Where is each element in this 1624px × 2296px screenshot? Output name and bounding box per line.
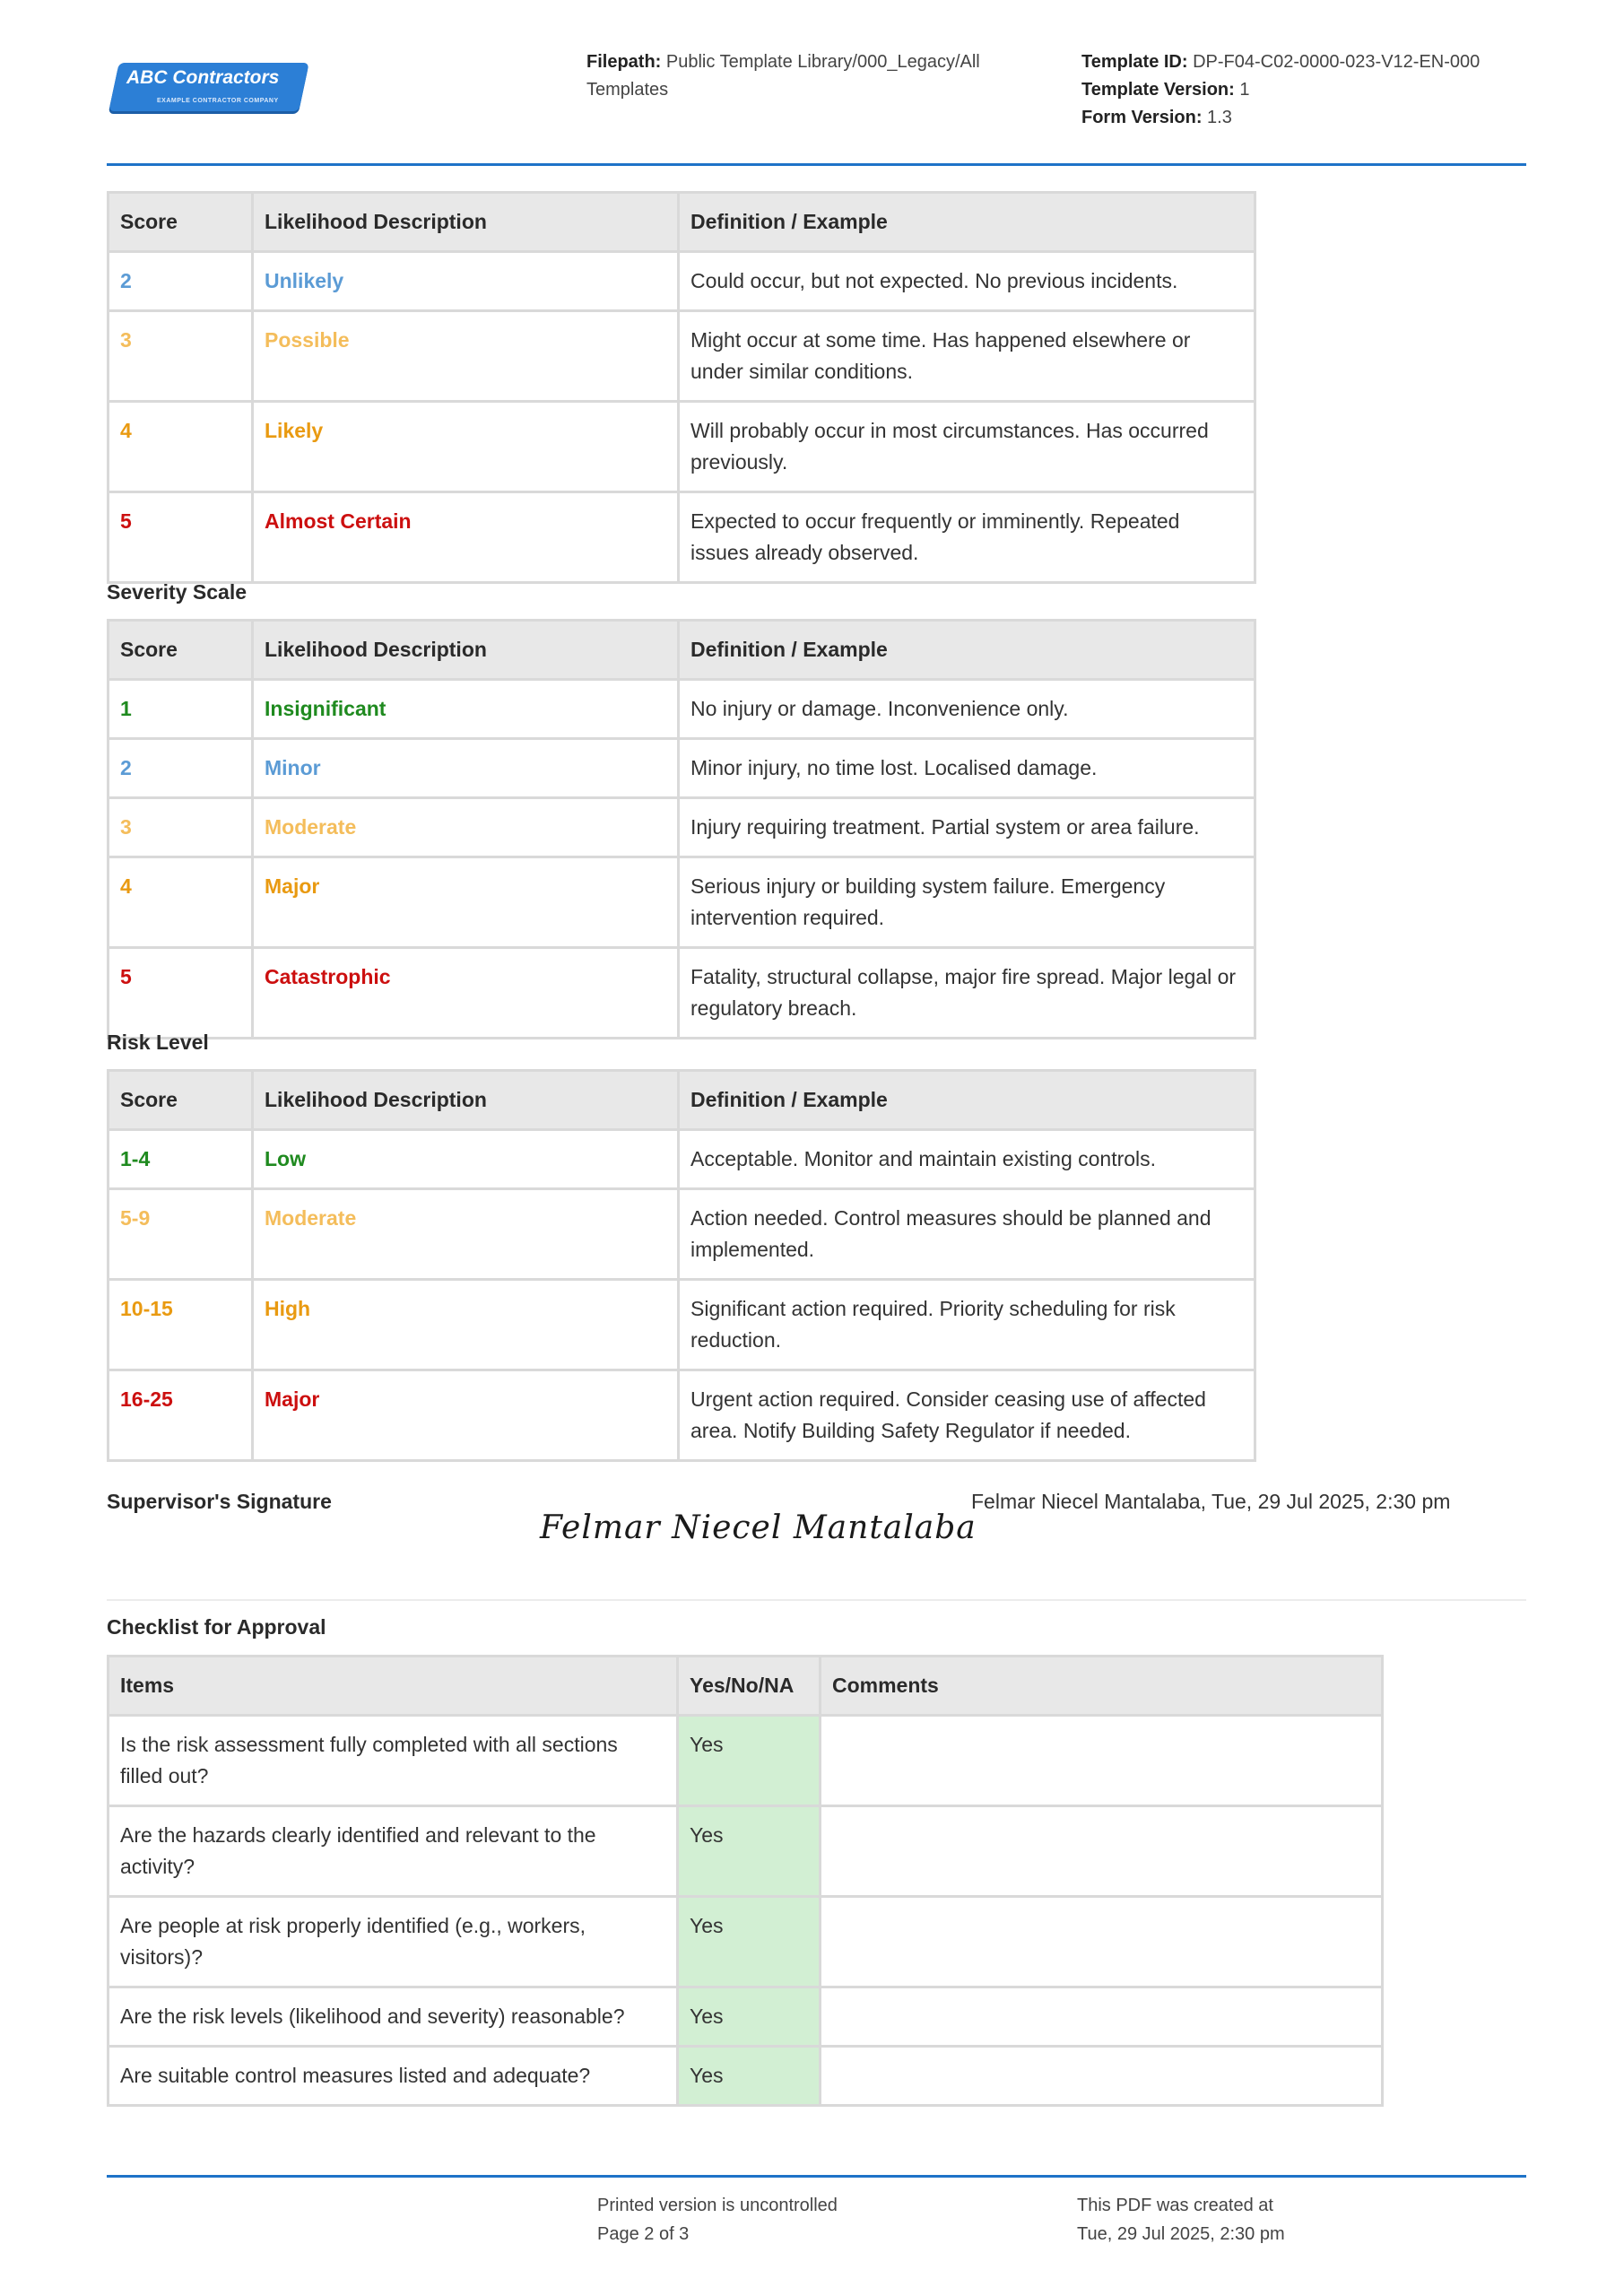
level-label-cell: Catastrophic xyxy=(253,948,679,1039)
score-cell: 5 xyxy=(109,948,253,1039)
level-label-cell: Almost Certain xyxy=(253,492,679,583)
template-version-line xyxy=(1081,76,1530,104)
template-version-value: 1 xyxy=(1239,80,1250,100)
level-label-cell: Unlikely xyxy=(253,252,679,311)
definition-cell: No injury or damage. Inconvenience only. xyxy=(679,680,1255,739)
table-header-row xyxy=(109,193,1255,252)
definition-cell: Might occur at some time. Has happened elsewhere or under similar conditions. xyxy=(679,311,1255,402)
answer-cell: Yes xyxy=(678,1716,821,1806)
definition-cell: Serious injury or building system failure. Emergency intervention required. xyxy=(679,857,1255,948)
created-timestamp: Tue, 29 Jul 2025, 2:30 pm xyxy=(1077,2224,1285,2244)
score-cell: 10-15 xyxy=(109,1280,253,1370)
level-label-cell: Insignificant xyxy=(253,680,679,739)
severity-scale-title: Severity Scale xyxy=(107,580,248,604)
table-row xyxy=(109,1987,1383,2047)
comment-cell xyxy=(821,1987,1383,2047)
logo-tagline: EXAMPLE CONTRACTOR COMPANY xyxy=(157,98,279,104)
column-header-score: Score xyxy=(109,1071,253,1130)
score-cell: 4 xyxy=(109,402,253,492)
level-label-cell: Possible xyxy=(253,311,679,402)
column-header-score: Score xyxy=(109,193,253,252)
definition-cell: Expected to occur frequently or imminently. Repeated issues already observed. xyxy=(679,492,1255,583)
created-label: This PDF was created at xyxy=(1077,2196,1273,2215)
severity-table xyxy=(107,619,1256,1039)
definition-cell: Minor injury, no time lost. Localised damage. xyxy=(679,739,1255,798)
score-cell: 16-25 xyxy=(109,1370,253,1461)
answer-cell: Yes xyxy=(678,2047,821,2106)
table-row xyxy=(109,311,1255,402)
page-header xyxy=(107,0,1526,166)
likelihood-table xyxy=(107,191,1256,584)
table-row xyxy=(109,1280,1255,1370)
table-header-row xyxy=(109,1657,1383,1716)
checklist-item-cell: Are suitable control measures listed and adequate? xyxy=(109,2047,678,2106)
table-row xyxy=(109,948,1255,1039)
filepath-value: Public Template Library/000_Legacy/All Templates xyxy=(586,52,980,100)
logo-name: ABC Contractors xyxy=(126,67,280,88)
comment-cell xyxy=(821,1806,1383,1897)
form-version-value: 1.3 xyxy=(1207,108,1232,127)
definition-cell: Significant action required. Priority scheduling for risk reduction. xyxy=(679,1280,1255,1370)
table-row xyxy=(109,2047,1383,2106)
comment-cell xyxy=(821,1716,1383,1806)
level-label-cell: Likely xyxy=(253,402,679,492)
definition-cell: Will probably occur in most circumstances. Has occurred previously. xyxy=(679,402,1255,492)
score-cell: 2 xyxy=(109,252,253,311)
table-header-row xyxy=(109,621,1255,680)
signature-image: Felmar Niecel Mantalaba xyxy=(540,1509,977,1546)
template-id-label: Template ID: xyxy=(1081,52,1188,72)
level-label-cell: Minor xyxy=(253,739,679,798)
score-cell: 1 xyxy=(109,680,253,739)
definition-cell: Injury requiring treatment. Partial system or area failure. xyxy=(679,798,1255,857)
comment-cell xyxy=(821,2047,1383,2106)
section-divider xyxy=(107,1599,1526,1601)
column-header-description: Likelihood Description xyxy=(253,621,679,680)
form-version-line xyxy=(1081,104,1530,132)
template-id-value: DP-F04-C02-0000-023-V12-EN-000 xyxy=(1193,52,1481,72)
checklist-title: Checklist for Approval xyxy=(107,1615,326,1639)
table-row xyxy=(109,1716,1383,1806)
checklist-item-cell: Are the hazards clearly identified and relevant to the activity? xyxy=(109,1806,678,1897)
level-label-cell: Moderate xyxy=(253,1189,679,1280)
checklist-item-cell: Are people at risk properly identified (e.g., workers, visitors)? xyxy=(109,1897,678,1987)
table-row xyxy=(109,680,1255,739)
footer-divider xyxy=(107,2175,1526,2178)
page-number: Page 2 of 3 xyxy=(597,2224,690,2244)
footer-created xyxy=(1077,2191,1285,2248)
score-cell: 3 xyxy=(109,798,253,857)
column-header-description: Likelihood Description xyxy=(253,193,679,252)
definition-cell: Urgent action required. Consider ceasing use of affected area. Notify Building Safety Regulator if needed. xyxy=(679,1370,1255,1461)
score-cell: 5-9 xyxy=(109,1189,253,1280)
definition-cell: Action needed. Control measures should be planned and implemented. xyxy=(679,1189,1255,1280)
filepath-label: Filepath: xyxy=(586,52,662,72)
company-logo xyxy=(107,59,313,117)
score-cell: 3 xyxy=(109,311,253,402)
column-header-items: Items xyxy=(109,1657,678,1716)
level-label-cell: Major xyxy=(253,857,679,948)
table-row xyxy=(109,402,1255,492)
answer-cell: Yes xyxy=(678,1897,821,1987)
checklist-table xyxy=(107,1655,1384,2107)
checklist-item-cell: Are the risk levels (likelihood and severity) reasonable? xyxy=(109,1987,678,2047)
level-label-cell: Low xyxy=(253,1130,679,1189)
column-header-score: Score xyxy=(109,621,253,680)
risk-level-title: Risk Level xyxy=(107,1031,209,1054)
uncontrolled-notice: Printed version is uncontrolled xyxy=(597,2196,838,2215)
table-row xyxy=(109,1806,1383,1897)
template-meta-block xyxy=(1081,48,1530,132)
footer-print-notice xyxy=(597,2191,838,2248)
definition-cell: Fatality, structural collapse, major fire spread. Major legal or regulatory breach. xyxy=(679,948,1255,1039)
risk-level-table xyxy=(107,1069,1256,1462)
comment-cell xyxy=(821,1897,1383,1987)
table-row xyxy=(109,1130,1255,1189)
score-cell: 2 xyxy=(109,739,253,798)
score-cell: 4 xyxy=(109,857,253,948)
answer-cell: Yes xyxy=(678,1987,821,2047)
column-header-definition: Definition / Example xyxy=(679,193,1255,252)
column-header-definition: Definition / Example xyxy=(679,1071,1255,1130)
template-version-label: Template Version: xyxy=(1081,80,1235,100)
level-label-cell: Moderate xyxy=(253,798,679,857)
signature-label: Supervisor's Signature xyxy=(107,1490,332,1513)
level-label-cell: Major xyxy=(253,1370,679,1461)
level-label-cell: High xyxy=(253,1280,679,1370)
signature-meta: Felmar Niecel Mantalaba, Tue, 29 Jul 2025, 2:30 pm xyxy=(971,1490,1451,1513)
template-id-line xyxy=(1081,48,1530,76)
table-row xyxy=(109,798,1255,857)
column-header-answer: Yes/No/NA xyxy=(678,1657,821,1716)
table-row xyxy=(109,492,1255,583)
column-header-description: Likelihood Description xyxy=(253,1071,679,1130)
table-row xyxy=(109,1897,1383,1987)
score-cell: 5 xyxy=(109,492,253,583)
checklist-item-cell: Is the risk assessment fully completed with all sections filled out? xyxy=(109,1716,678,1806)
column-header-comments: Comments xyxy=(821,1657,1383,1716)
definition-cell: Acceptable. Monitor and maintain existing controls. xyxy=(679,1130,1255,1189)
answer-cell: Yes xyxy=(678,1806,821,1897)
table-row xyxy=(109,857,1255,948)
table-row xyxy=(109,739,1255,798)
table-header-row xyxy=(109,1071,1255,1130)
table-row xyxy=(109,252,1255,311)
filepath-block xyxy=(586,48,1053,104)
table-row xyxy=(109,1189,1255,1280)
table-row xyxy=(109,1370,1255,1461)
score-cell: 1-4 xyxy=(109,1130,253,1189)
column-header-definition: Definition / Example xyxy=(679,621,1255,680)
definition-cell: Could occur, but not expected. No previous incidents. xyxy=(679,252,1255,311)
form-version-label: Form Version: xyxy=(1081,108,1203,127)
